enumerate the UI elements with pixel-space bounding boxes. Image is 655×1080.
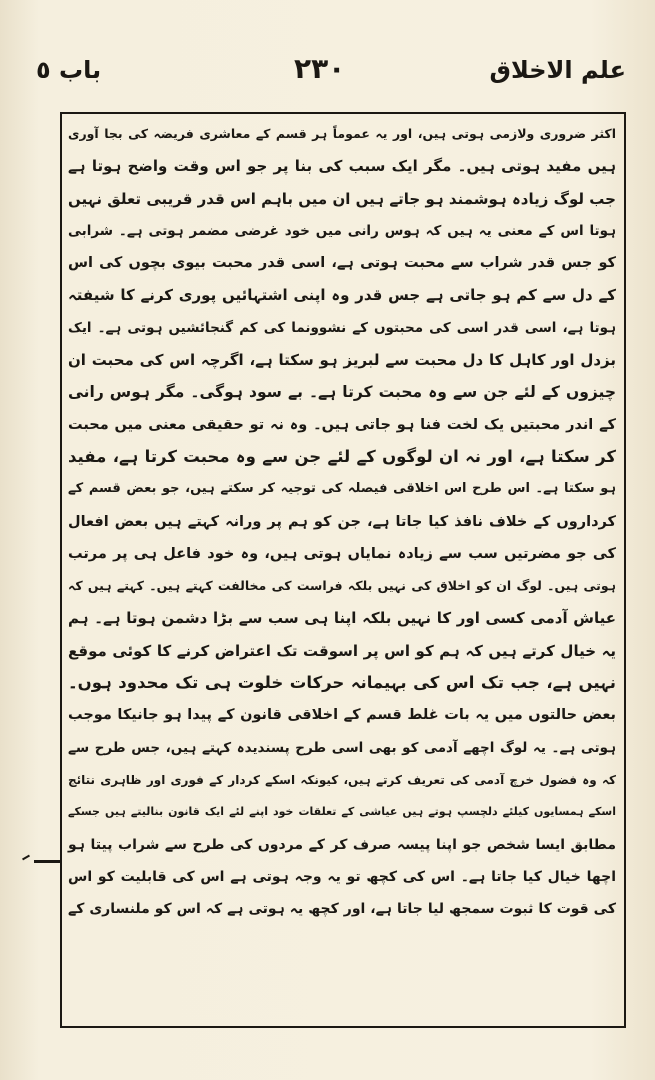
text-line: جب لوگ زیادہ ہوشمند ہو جاتے ہیں ان میں باہم اس قدر قریبی تعلق نہیں xyxy=(68,189,616,208)
chapter-label: باب ٥ xyxy=(36,56,102,84)
page-number: ٢٣٠ xyxy=(294,52,346,85)
text-line: یہ خیال کرتے ہیں کہ ہم کو اس پر اسوقت تک اعتراض کرنے کا کوئی موقع xyxy=(68,641,616,660)
text-line: کو جس قدر شراب سے محبت ہوتی ہے، اسی قدر محبت بیوی بچوں کی اس xyxy=(68,255,616,272)
text-line: ہو سکتا ہے۔ اس طرح اس اخلاقی فیصلہ کی توجیہ کر سکتے ہیں، جو بعض قسم کے xyxy=(68,481,616,497)
text-line: ہیں مفید ہوتی ہیں۔ مگر ایک سبب کی بنا پر جو اس وقت واضح ہوتا ہے xyxy=(68,157,616,176)
text-line: ہوتا اس کے معنی یہ ہیں کہ ہوس رانی میں خود غرضی مضمر ہوتی ہے۔ شرابی xyxy=(68,222,616,239)
text-line: کے اندر محبتیں یک لخت فنا ہو جاتی ہیں۔ وہ نہ تو حقیقی معنی میں محبت xyxy=(68,416,616,433)
page-header xyxy=(36,52,626,96)
text-line: ہوتی ہیں۔ لوگ ان کو اخلاق کی نہیں بلکہ فراست کی مخالفت کہتے ہیں۔ کہتے ہیں کہ xyxy=(68,578,616,594)
text-line: کے دل سے کم ہو جاتی ہے جس قدر وہ اپنی اشتہائیں پوری کرنے کا شیفتہ xyxy=(68,286,616,305)
text-line: ہوتا ہے، اسی قدر اسی کی محبتوں کے نشوونما کی کم گنجائشیں ہوتی ہے۔ ایک xyxy=(68,319,616,336)
text-line: نہیں ہے، جب تک اس کی بہیمانہ حرکات خلوت ہی تک محدود ہوں۔ xyxy=(68,673,616,693)
text-line: اکثر ضروری ولازمی ہوتی ہیں، اور یہ عموماً ہر قسم کے معاشری فریضہ کی بجا آوری xyxy=(68,126,616,141)
text-line: بزدل اور کاہل کا دل محبت سے لبریز ہو سکتا ہے، اگرچہ اس کی محبت ان xyxy=(68,351,616,370)
margin-arrow-marker xyxy=(34,860,60,863)
text-line: مطابق ایسا شخص جو اپنا پیسہ صرف کر کے مردوں کی طرح سے شراب پیتا ہو xyxy=(68,836,616,853)
running-title: علم الاخلاق xyxy=(489,56,626,84)
text-line: بعض حالتوں میں یہ بات غلط قسم کے اخلاقی قانون کے پیدا ہو جانیکا موجب xyxy=(68,707,616,724)
text-line: کرداروں کے خلاف نافذ کیا جاتا ہے، جن کو ہم پر ورانہ کہتے ہیں بعض افعال xyxy=(68,513,616,530)
text-line: عیاش آدمی کسی اور کا نہیں بلکہ اپنا ہی سب سے بڑا دشمن ہوتا ہے۔ ہم xyxy=(68,609,616,628)
text-line: اچھا خیال کیا جاتا ہے۔ اس کی کچھ تو یہ وجہ ہوتی ہے اس کی قابلیت کو اس xyxy=(68,868,616,885)
text-line: چیزوں کے لئے جن سے وہ محبت کرتا ہے۔ بے سود ہوگی۔ مگر ہوس رانی xyxy=(68,383,616,402)
text-line: اسکے ہمسایوں کیلئے دلچسپ ہوتے ہیں عیاشی کے تعلقات خود اپنے لئے ایک قانون بنالیتے ہیں جسکے xyxy=(68,805,616,819)
body-text xyxy=(66,118,618,1024)
text-line: ہوتی ہے۔ یہ لوگ اچھے آدمی کو بھی اسی طرح پسندیدہ کہتے ہیں، جس طرح سے xyxy=(68,739,616,756)
text-line: کہ وہ فضول خرچ آدمی کی تعریف کرتے ہیں، کیونکہ اسکے کردار کے فوری اور ظاہری نتائج xyxy=(68,772,616,787)
text-line: کی قوت کا ثبوت سمجھ لیا جاتا ہے، اور کچھ یہ ہوتی ہے کہ اس کو ملنساری کے xyxy=(68,901,616,918)
text-line: کی جو مضرتیں سب سے زیادہ نمایاں ہوتی ہیں، وہ خود فاعل ہی پر مرتب xyxy=(68,545,616,562)
text-line: کر سکتا ہے، اور نہ ان لوگوں کے لئے جن سے وہ محبت کرتا ہے، مفید xyxy=(68,446,616,466)
